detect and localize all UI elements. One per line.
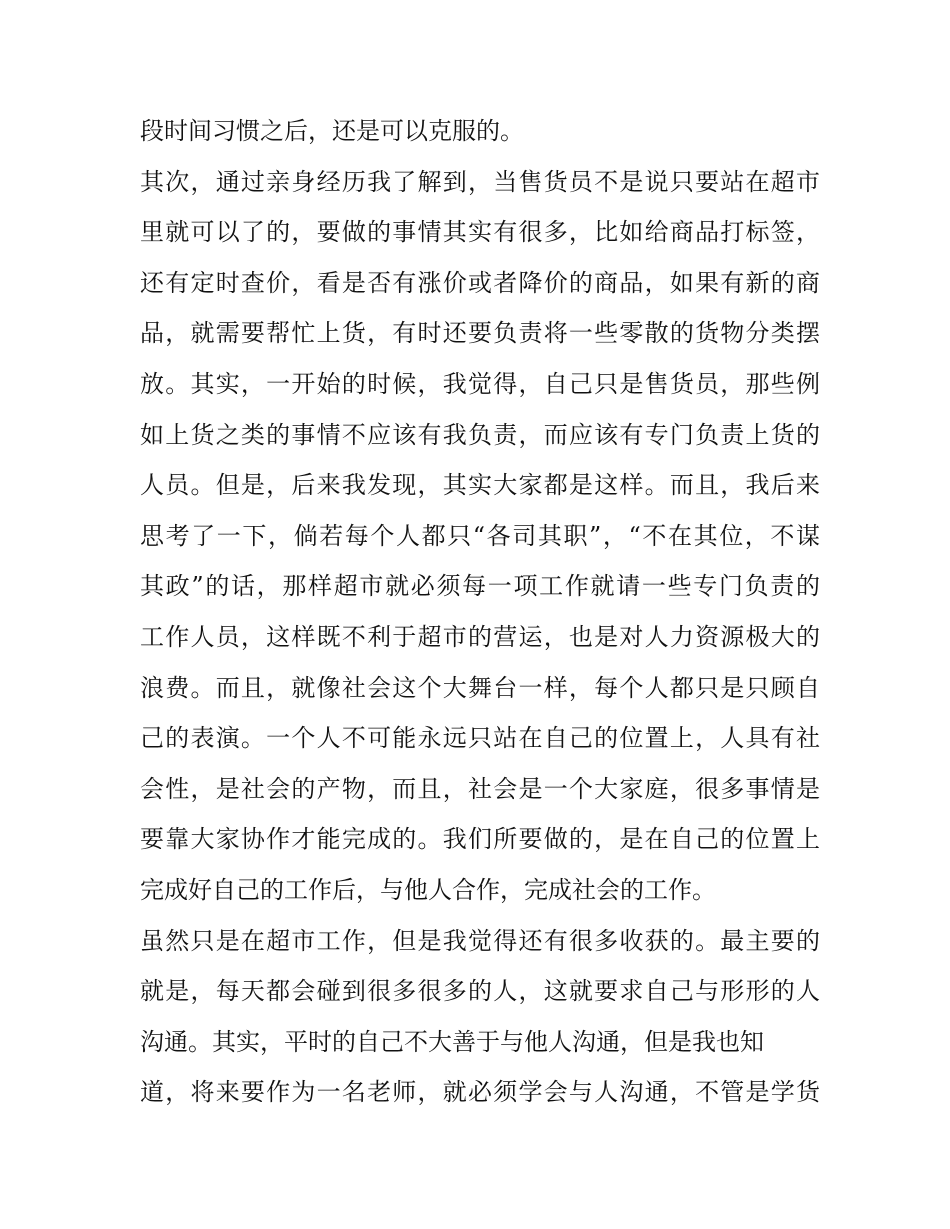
text-line: 里就可以了的，要做的事情其实有很多，比如给商品打标签， — [140, 218, 820, 247]
text-line: 思考了一下，倘若每个人都只“各司其职”，“不在其位，不谋 — [140, 521, 820, 550]
text-line: 浪费。而且，就像社会这个大舞台一样，每个人都只是只顾自 — [140, 673, 820, 702]
text-line: 道，将来要作为一名老师，就必须学会与人沟通，不管是学货 — [140, 1078, 820, 1107]
body-text — [140, 106, 820, 1118]
text-line: 人员。但是，后来我发现，其实大家都是这样。而且，我后来 — [140, 471, 820, 500]
text-line: 要靠大家协作才能完成的。我们所要做的，是在自己的位置上 — [140, 825, 820, 854]
text-line: 如上货之类的事情不应该有我负责，而应该有专门负责上货的 — [140, 420, 820, 449]
text-line: 会性，是社会的产物，而且，社会是一个大家庭，很多事情是 — [140, 774, 820, 803]
text-line: 段时间习惯之后，还是可以克服的。 — [140, 117, 524, 145]
text-line: 己的表演。一个人不可能永远只站在自己的位置上，人具有社 — [140, 724, 820, 753]
text-line: 工作人员，这样既不利于超市的营运，也是对人力资源极大的 — [140, 622, 820, 651]
text-line: 还有定时查价，看是否有涨价或者降价的商品，如果有新的商 — [140, 268, 820, 297]
text-line: 品，就需要帮忙上货，有时还要负责将一些零散的货物分类摆 — [140, 319, 820, 348]
text-line: 其政”的话，那样超市就必须每一项工作就请一些专门负责的 — [140, 572, 820, 601]
text-line: 放。其实，一开始的时候，我觉得，自己只是售货员，那些例 — [140, 369, 820, 398]
text-line: 虽然只是在超市工作，但是我觉得还有很多收获的。最主要的 — [140, 926, 820, 955]
text-line: 完成好自己的工作后，与他人合作，完成社会的工作。 — [140, 875, 716, 904]
text-line: 其次，通过亲身经历我了解到，当售货员不是说只要站在超市 — [140, 167, 820, 196]
text-line: 沟通。其实，平时的自己不大善于与他人沟通，但是我也知 — [140, 1027, 764, 1056]
text-line: 就是，每天都会碰到很多很多的人，这就要求自己与形形的人 — [140, 977, 820, 1006]
